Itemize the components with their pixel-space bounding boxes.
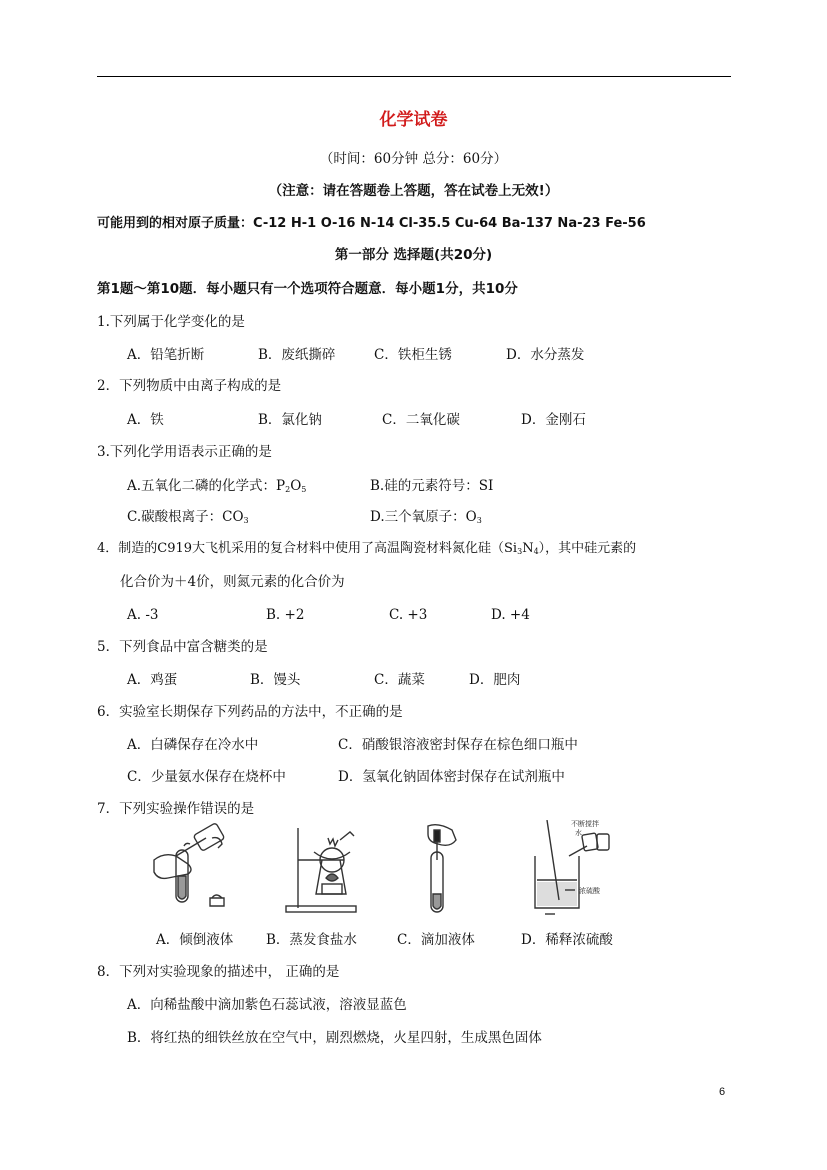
question-4-stem: 4．制造的C919大飞机采用的复合材料中使用了高温陶瓷材料氮化硅$(Si_3N_4)$，其中硅元素的 xyxy=(97,541,637,556)
question-5-option-b: B．馒头 xyxy=(250,672,301,688)
figure-dropping-liquid xyxy=(398,820,498,918)
section-title: 第一部分 选择题(共20分) xyxy=(334,247,493,263)
figure-evaporation xyxy=(272,820,372,918)
page-number: 6 xyxy=(719,1086,726,1098)
question-1-option-b: B．废纸撕碎 xyxy=(258,347,336,363)
question-6-stem: 6．实验室长期保存下列药品的方法中，不正确的是 xyxy=(97,704,403,720)
figure-pouring-liquid xyxy=(146,820,246,918)
question-6-option-c-second: C．少量氨水保存在烧杯中 xyxy=(127,769,286,785)
question-3-option-b: B.硅的元素符号：SI xyxy=(370,478,494,494)
exam-notice: （注意：请在答题卷上答题，答在试卷上无效!） xyxy=(268,183,559,199)
figure-dilute-acid xyxy=(525,820,615,918)
question-3-option-a: A.五氧化二磷的化学式：$P_2O_5$ xyxy=(127,478,307,494)
question-2-option-a: A．铁 xyxy=(127,412,164,428)
figure-label-acid: 浓硫酸 xyxy=(579,887,600,895)
question-2-option-b: B．氯化钠 xyxy=(258,412,322,428)
question-5-option-c: C．蔬菜 xyxy=(374,672,425,688)
figure-label-stir: 不断搅拌 xyxy=(571,820,599,828)
question-7-stem: 7．下列实验操作错误的是 xyxy=(97,801,255,817)
question-6-option-d: D．氢氧化钠固体密封保存在试剂瓶中 xyxy=(338,769,565,785)
question-5-option-d: D．肥肉 xyxy=(469,672,521,688)
question-1-option-d: D．水分蒸发 xyxy=(506,347,585,363)
question-8-stem: 8．下列对实验现象的描述中， 正确的是 xyxy=(97,964,340,980)
question-4-option-a: A. -3 xyxy=(127,607,159,623)
exam-time-info: （时间：60分钟 总分：60分） xyxy=(319,151,508,167)
question-3-option-c: C.碳酸根离子：$CO_3$ xyxy=(127,509,249,525)
header-rule xyxy=(97,76,731,77)
question-7-option-a: A．倾倒液体 xyxy=(156,932,234,948)
question-3-option-d: D.三个氧原子：$O_3$ xyxy=(370,509,482,525)
question-1-stem: 1.下列属于化学变化的是 xyxy=(97,314,245,330)
question-7-option-b: B．蒸发食盐水 xyxy=(266,932,357,948)
question-8-option-b: B．将红热的细铁丝放在空气中，剧烈燃烧，火星四射，生成黑色固体 xyxy=(127,1030,542,1046)
figure-label-water: 水 xyxy=(575,829,582,837)
question-2-option-c: C．二氧化碳 xyxy=(382,412,460,428)
question-2-option-d: D．金刚石 xyxy=(521,412,586,428)
section-instruction: 第1题～第10题．每小题只有一个选项符合题意．每小题1分，共10分 xyxy=(97,281,518,297)
question-6-option-a: A．白磷保存在冷水中 xyxy=(127,737,259,753)
atomic-masses: 可能用到的相对原子质量：C-12 H-1 O-16 N-14 Cl-35.5 Cu-64 Ba-137 Na-23 Fe-56 xyxy=(97,216,646,231)
question-4-option-c: C. +3 xyxy=(389,607,428,623)
question-4-option-b: B. +2 xyxy=(266,607,305,623)
question-6-option-c-first: C．硝酸银溶液密封保存在棕色细口瓶中 xyxy=(338,737,578,753)
question-5-option-a: A．鸡蛋 xyxy=(127,672,178,688)
question-1-option-c: C．铁柜生锈 xyxy=(374,347,452,363)
question-4-option-d: D. +4 xyxy=(491,607,530,623)
question-4-stem-line2: 化合价为＋4价，则氮元素的化合价为 xyxy=(120,574,345,590)
question-8-option-a: A．向稀盐酸中滴加紫色石蕊试液，溶液显蓝色 xyxy=(127,997,407,1013)
page-title: 化学试卷 xyxy=(379,110,448,130)
question-2-stem: 2．下列物质中由离子构成的是 xyxy=(97,378,282,394)
question-3-stem: 3.下列化学用语表示正确的是 xyxy=(97,444,272,460)
question-5-stem: 5．下列食品中富含糖类的是 xyxy=(97,639,268,655)
question-1-option-a: A．铅笔折断 xyxy=(127,347,205,363)
question-7-option-c: C．滴加液体 xyxy=(397,932,475,948)
question-7-option-d: D．稀释浓硫酸 xyxy=(521,932,613,948)
